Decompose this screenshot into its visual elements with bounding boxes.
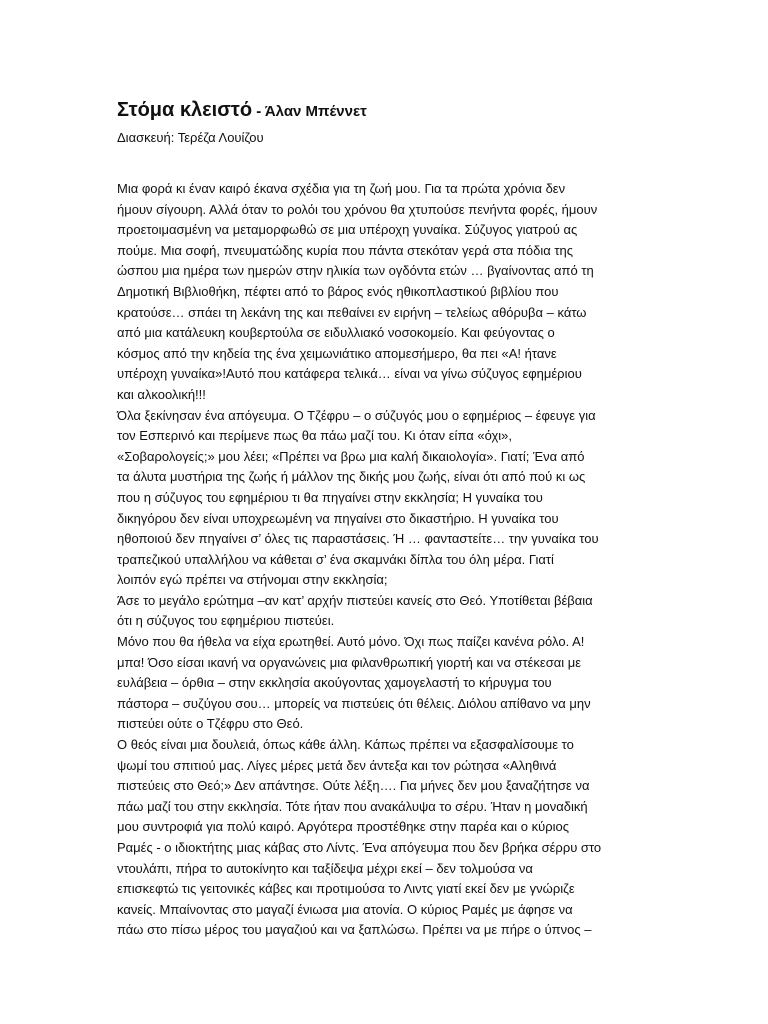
text-line: τραπεζικού υπαλλήλου να κάθεται σ’ ένα σκαμνάκι δίπλα του όλη μέρα. Γιατί <box>117 551 554 567</box>
text-line: κόσμος από την κηδεία της ένα χειμωνιάτικο απομεσήμερο, θα πει «Α! ήτανε <box>117 345 557 361</box>
text-line: Άσε το μεγάλο ερώτημα –αν κατ’ αρχήν πιστεύει κανείς στο Θεό. Υποτίθεται βέβαια <box>117 592 593 608</box>
text-line: πάω στο πίσω μέρος του μαγαζιού και να ξαπλώσω. Πρέπει να με πήρε ο ύπνος – <box>117 922 592 938</box>
adaptation-credit: Διασκευή: Τερέζα Λουίζου <box>117 130 264 145</box>
text-line: προετοιμασμένη να μεταμορφωθώ σε μια υπέροχη γυναίκα. Σύζυγος γιατρού ας <box>117 222 578 238</box>
text-line: υπέροχη γυναίκα»!Αυτό που κατάφερα τελικά… είναι να γίνω σύζυγος εφημέριου <box>117 366 582 382</box>
story-title: Στόμα κλειστό <box>117 99 253 121</box>
text-line: επισκεφτώ τις γειτονικές κάβες και προτιμούσα το Λιντς γιατί εκεί δεν με γνώριζε <box>117 881 575 897</box>
text-line: Δημοτική Βιβλιοθήκη, πέφτει από το βάρος ενός ηθικοπλαστικού βιβλίου που <box>117 283 559 299</box>
text-line: μου συντροφιά για πολύ καιρό. Αργότερα προστέθηκε στην παρέα και ο κύριος <box>117 819 570 835</box>
text-line: Μια φορά κι έναν καιρό έκανα σχέδια για τη ζωή μου. Για τα πρώτα χρόνια δεν <box>117 181 566 196</box>
text-line: ότι η σύζυγος του εφημέριου πιστεύει. <box>117 613 335 629</box>
title-separator: - <box>252 103 265 120</box>
text-line: πιστεύεις στο Θεό;» Δεν απάντησε. Ούτε λέξη…. Για μήνες δεν μου ξαναζήτησε να <box>117 778 590 794</box>
text-line: ντουλάπι, πήρα το αυτοκίνητο και ταξίδεψα μέχρι εκεί – δεν τολμούσα να <box>117 860 533 876</box>
text-line: ψωμί του σπιτιού μας. Λίγες μέρες μετά δεν άντεξα και τον ρώτησα «Αληθινά <box>117 757 557 773</box>
text-line: Όλα ξεκίνησαν ένα απόγευμα. Ο Τζέφρυ – ο σύζυγός μου ο εφημέριος – έφευγε για <box>117 407 596 423</box>
text-line: λοιπόν εγώ πρέπει να στήνομαι στην εκκλησία; <box>117 572 388 588</box>
text-line: πιστεύει ούτε ο Τζέφρυ στο Θεό. <box>117 716 304 732</box>
text-line: και αλκοολική!!! <box>117 386 206 402</box>
text-line: ήμουν σίγουρη. Αλλά όταν το ρολόι του χρόνου θα χτυπούσε πενήντα φορές, ήμουν <box>117 201 598 217</box>
text-line: Μόνο που θα ήθελα να είχα ερωτηθεί. Αυτό μόνο. Όχι πως παίζει κανένα ρόλο. Α! <box>117 634 585 650</box>
document-page <box>117 92 657 941</box>
text-line: κρατούσε… σπάει τη λεκάνη της και πεθαίνει εν ειρήνη – τελείως αθόρυβα – κάτω <box>117 304 587 320</box>
text-line: πάω μαζί του στην εκκλησία. Τότε ήταν που ανακάλυψα το σέρυ. Ήταν η μοναδική <box>117 798 588 814</box>
text-line: που η σύζυγος του εφημέριου τι θα πηγαίνει στην εκκλησία; Η γυναίκα του <box>117 489 543 505</box>
text-line: ώσπου μια ημέρα των ημερών στην ηλικία των ογδόντα ετών … βγαίνοντας από τη <box>117 263 594 279</box>
story-body <box>117 179 657 941</box>
text-line: Ραμές - ο ιδιοκτήτης μιας κάβας στο Λίντς. Ένα απόγευμα που δεν βρήκα σέρρυ στο <box>117 840 602 855</box>
text-line: πάστορα – συζύγου σου… μπορείς να πιστεύεις ότι θέλεις. Διόλου απίθανο να μην <box>117 695 591 711</box>
text-line: δικηγόρου δεν είναι υποχρεωμένη να πηγαίνει στο δικαστήριο. Η γυναίκα του <box>117 510 559 526</box>
text-line: κανείς. Μπαίνοντας στο μαγαζί ένιωσα μια ατονία. Ο κύριος Ραμές με άφησε να <box>117 901 573 917</box>
text-line: τα άλυτα μυστήρια της ζωής ή μάλλον της δικής μου ζωής, είναι ότι από πού κι ως <box>117 469 586 485</box>
text-line: Ο θεός είναι μια δουλειά, όπως κάθε άλλη. Κάπως πρέπει να εξασφαλίσουμε το <box>117 737 574 753</box>
text-line: «Σοβαρολογείς;» μου λέει; «Πρέπει να βρω μια καλή δικαιολογία». Γιατί; Ένα από <box>117 448 585 464</box>
document-title-line <box>117 92 657 125</box>
text-line: τον Εσπερινό και περίμενε πως θα πάω μαζί του. Κι όταν είπα «όχι», <box>117 428 513 444</box>
text-line: από μια κατάλευκη κουβερτούλα σε ειδυλλιακό νοσοκομείο. Και φεύγοντας ο <box>117 325 555 341</box>
text-line: ηθοποιού δεν πηγαίνει σ’ όλες τις παραστάσεις. Ή … φανταστείτε… την γυναίκα του <box>117 531 599 547</box>
author-name: Άλαν Μπέννετ <box>264 103 367 120</box>
text-line: πούμε. Μια σοφή, πνευματώδης κυρία που πάντα στεκόταν γερά στα πόδια της <box>117 242 573 258</box>
text-line: μπα! Όσο είσαι ικανή να οργανώνεις μια φιλανθρωπική γιορτή και να στέκεσαι με <box>117 654 582 670</box>
text-line: ευλάβεια – όρθια – στην εκκλησία ακούγοντας χαμογελαστή το κήρυγμα του <box>117 675 552 691</box>
